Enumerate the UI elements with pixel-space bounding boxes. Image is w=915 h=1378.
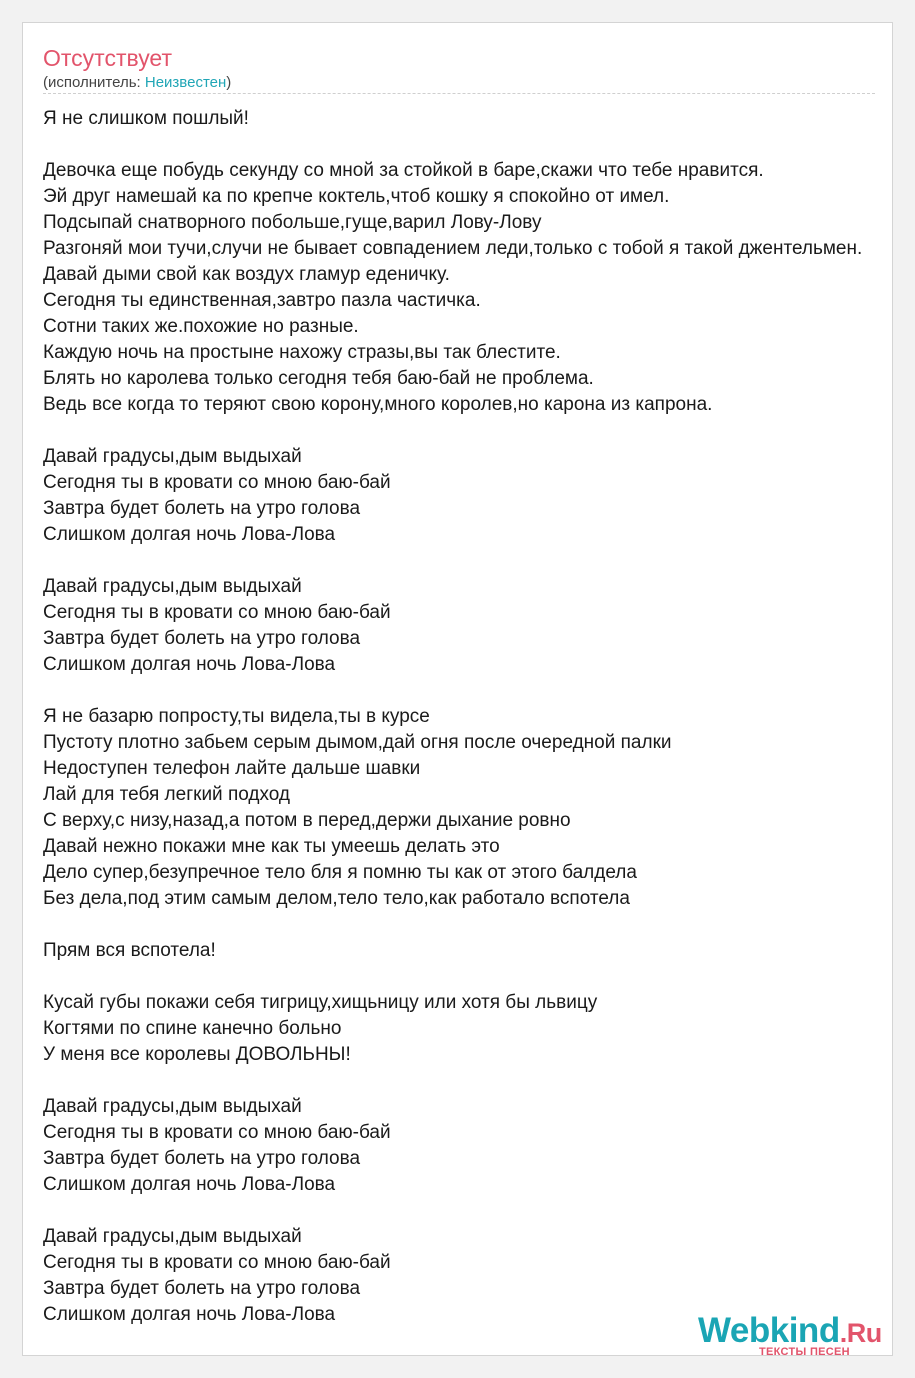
lyrics-line: Я не слишком пошлый! — [43, 108, 249, 129]
lyrics-line: Давай дыми свой как воздух гламур еденичку. — [43, 264, 450, 285]
lyrics-line: Прям вся вспотела! — [43, 940, 216, 961]
lyrics-line: Недоступен телефон лайте дальше шавки — [43, 758, 421, 779]
song-title: Отсутствует — [43, 45, 172, 71]
lyrics-line: Кусай губы покажи себя тигрицу,хищьницу или хотя бы львицу — [43, 992, 598, 1013]
lyrics-stanza — [43, 444, 915, 548]
artist-link[interactable]: Неизвестен — [144, 74, 227, 91]
lyrics-text — [43, 106, 915, 1328]
lyrics-line: Сегодня ты в кровати со мною баю-бай — [43, 1122, 391, 1143]
lyrics-line: Подсыпай снатворного побольше,гуще,варил Лову-Лову — [43, 212, 542, 233]
lyrics-stanza — [43, 158, 915, 418]
lyrics-line: Ведь все когда то теряют свою корону,много королев,но карона из капрона. — [43, 394, 713, 415]
lyrics-line: Завтра будет болеть на утро голова — [43, 498, 361, 519]
logo-brand: Webkind — [698, 1311, 840, 1350]
lyrics-line: Сотни таких же.похожие но разные. — [43, 316, 359, 337]
lyrics-stanza — [43, 574, 915, 678]
header-divider — [43, 93, 875, 94]
lyrics-line: Эй друг намешай ка по крепче коктель,чтоб кошку я спокойно от имел. — [43, 186, 670, 207]
lyrics-line: Без дела,под этим самым делом,тело тело,как работало вспотела — [43, 888, 630, 909]
lyrics-stanza — [43, 1094, 915, 1198]
lyrics-line: Пустоту плотно забьем серым дымом,дай огня после очередной палки — [43, 732, 672, 753]
lyrics-line: Слишком долгая ночь Лова-Лова — [43, 1174, 336, 1195]
lyrics-line: Давай градусы,дым выдыхай — [43, 1226, 302, 1247]
lyrics-line: Давай нежно покажи мне как ты умеешь делать это — [43, 836, 500, 857]
artist-prefix: (исполнитель: — [43, 74, 145, 91]
lyrics-line: Я не базарю попросту,ты видела,ты в курсе — [43, 706, 430, 727]
lyrics-line: Слишком долгая ночь Лова-Лова — [43, 1304, 336, 1325]
lyrics-line: Лай для тебя легкий подход — [43, 784, 290, 805]
lyrics-line: Сегодня ты в кровати со мною баю-бай — [43, 1252, 391, 1273]
lyrics-line: Давай градусы,дым выдыхай — [43, 576, 302, 597]
lyrics-stanza — [43, 938, 915, 964]
lyrics-line: С верху,с низу,назад,а потом в перед,держи дыхание ровно — [43, 810, 571, 831]
lyrics-stanza — [43, 704, 915, 912]
logo-tld: .Ru — [839, 1318, 882, 1348]
lyrics-line: У меня все королевы ДОВОЛЬНЫ! — [43, 1044, 351, 1065]
lyrics-stanza — [43, 990, 915, 1068]
logo-tagline: ТЕКСТЫ ПЕСЕН — [759, 1346, 850, 1358]
lyrics-line: Давай градусы,дым выдыхай — [43, 1096, 302, 1117]
lyrics-line: Слишком долгая ночь Лова-Лова — [43, 654, 336, 675]
lyrics-line: Блять но каролева только сегодня тебя баю-бай не проблема. — [43, 368, 594, 389]
lyrics-line: Разгоняй мои тучи,случи не бывает совпадением леди,только с тобой я такой джентельмен. — [43, 238, 863, 259]
lyrics-line: Девочка еще побудь секунду со мной за стойкой в баре,скажи что тебе нравится. — [43, 160, 764, 181]
artist-suffix: ) — [226, 74, 232, 91]
lyrics-line: Завтра будет болеть на утро голова — [43, 628, 361, 649]
lyrics-line: Завтра будет болеть на утро голова — [43, 1278, 361, 1299]
webkind-logo[interactable] — [698, 1311, 893, 1361]
lyrics-line: Слишком долгая ночь Лова-Лова — [43, 524, 336, 545]
lyrics-card — [22, 22, 893, 1356]
lyrics-line: Когтями по спине канечно больно — [43, 1018, 342, 1039]
lyrics-line: Сегодня ты в кровати со мною баю-бай — [43, 602, 391, 623]
lyrics-line: Сегодня ты единственная,завтро пазла частичка. — [43, 290, 481, 311]
lyrics-line: Дело супер,безупречное тело бля я помню ты как от этого балдела — [43, 862, 637, 883]
lyrics-line: Давай градусы,дым выдыхай — [43, 446, 302, 467]
lyrics-stanza — [43, 106, 915, 132]
lyrics-line: Сегодня ты в кровати со мною баю-бай — [43, 472, 391, 493]
lyrics-line: Каждую ночь на простыне нахожу стразы,вы так блестите. — [43, 342, 561, 363]
artist-line — [43, 73, 231, 93]
lyrics-line: Завтра будет болеть на утро голова — [43, 1148, 361, 1169]
